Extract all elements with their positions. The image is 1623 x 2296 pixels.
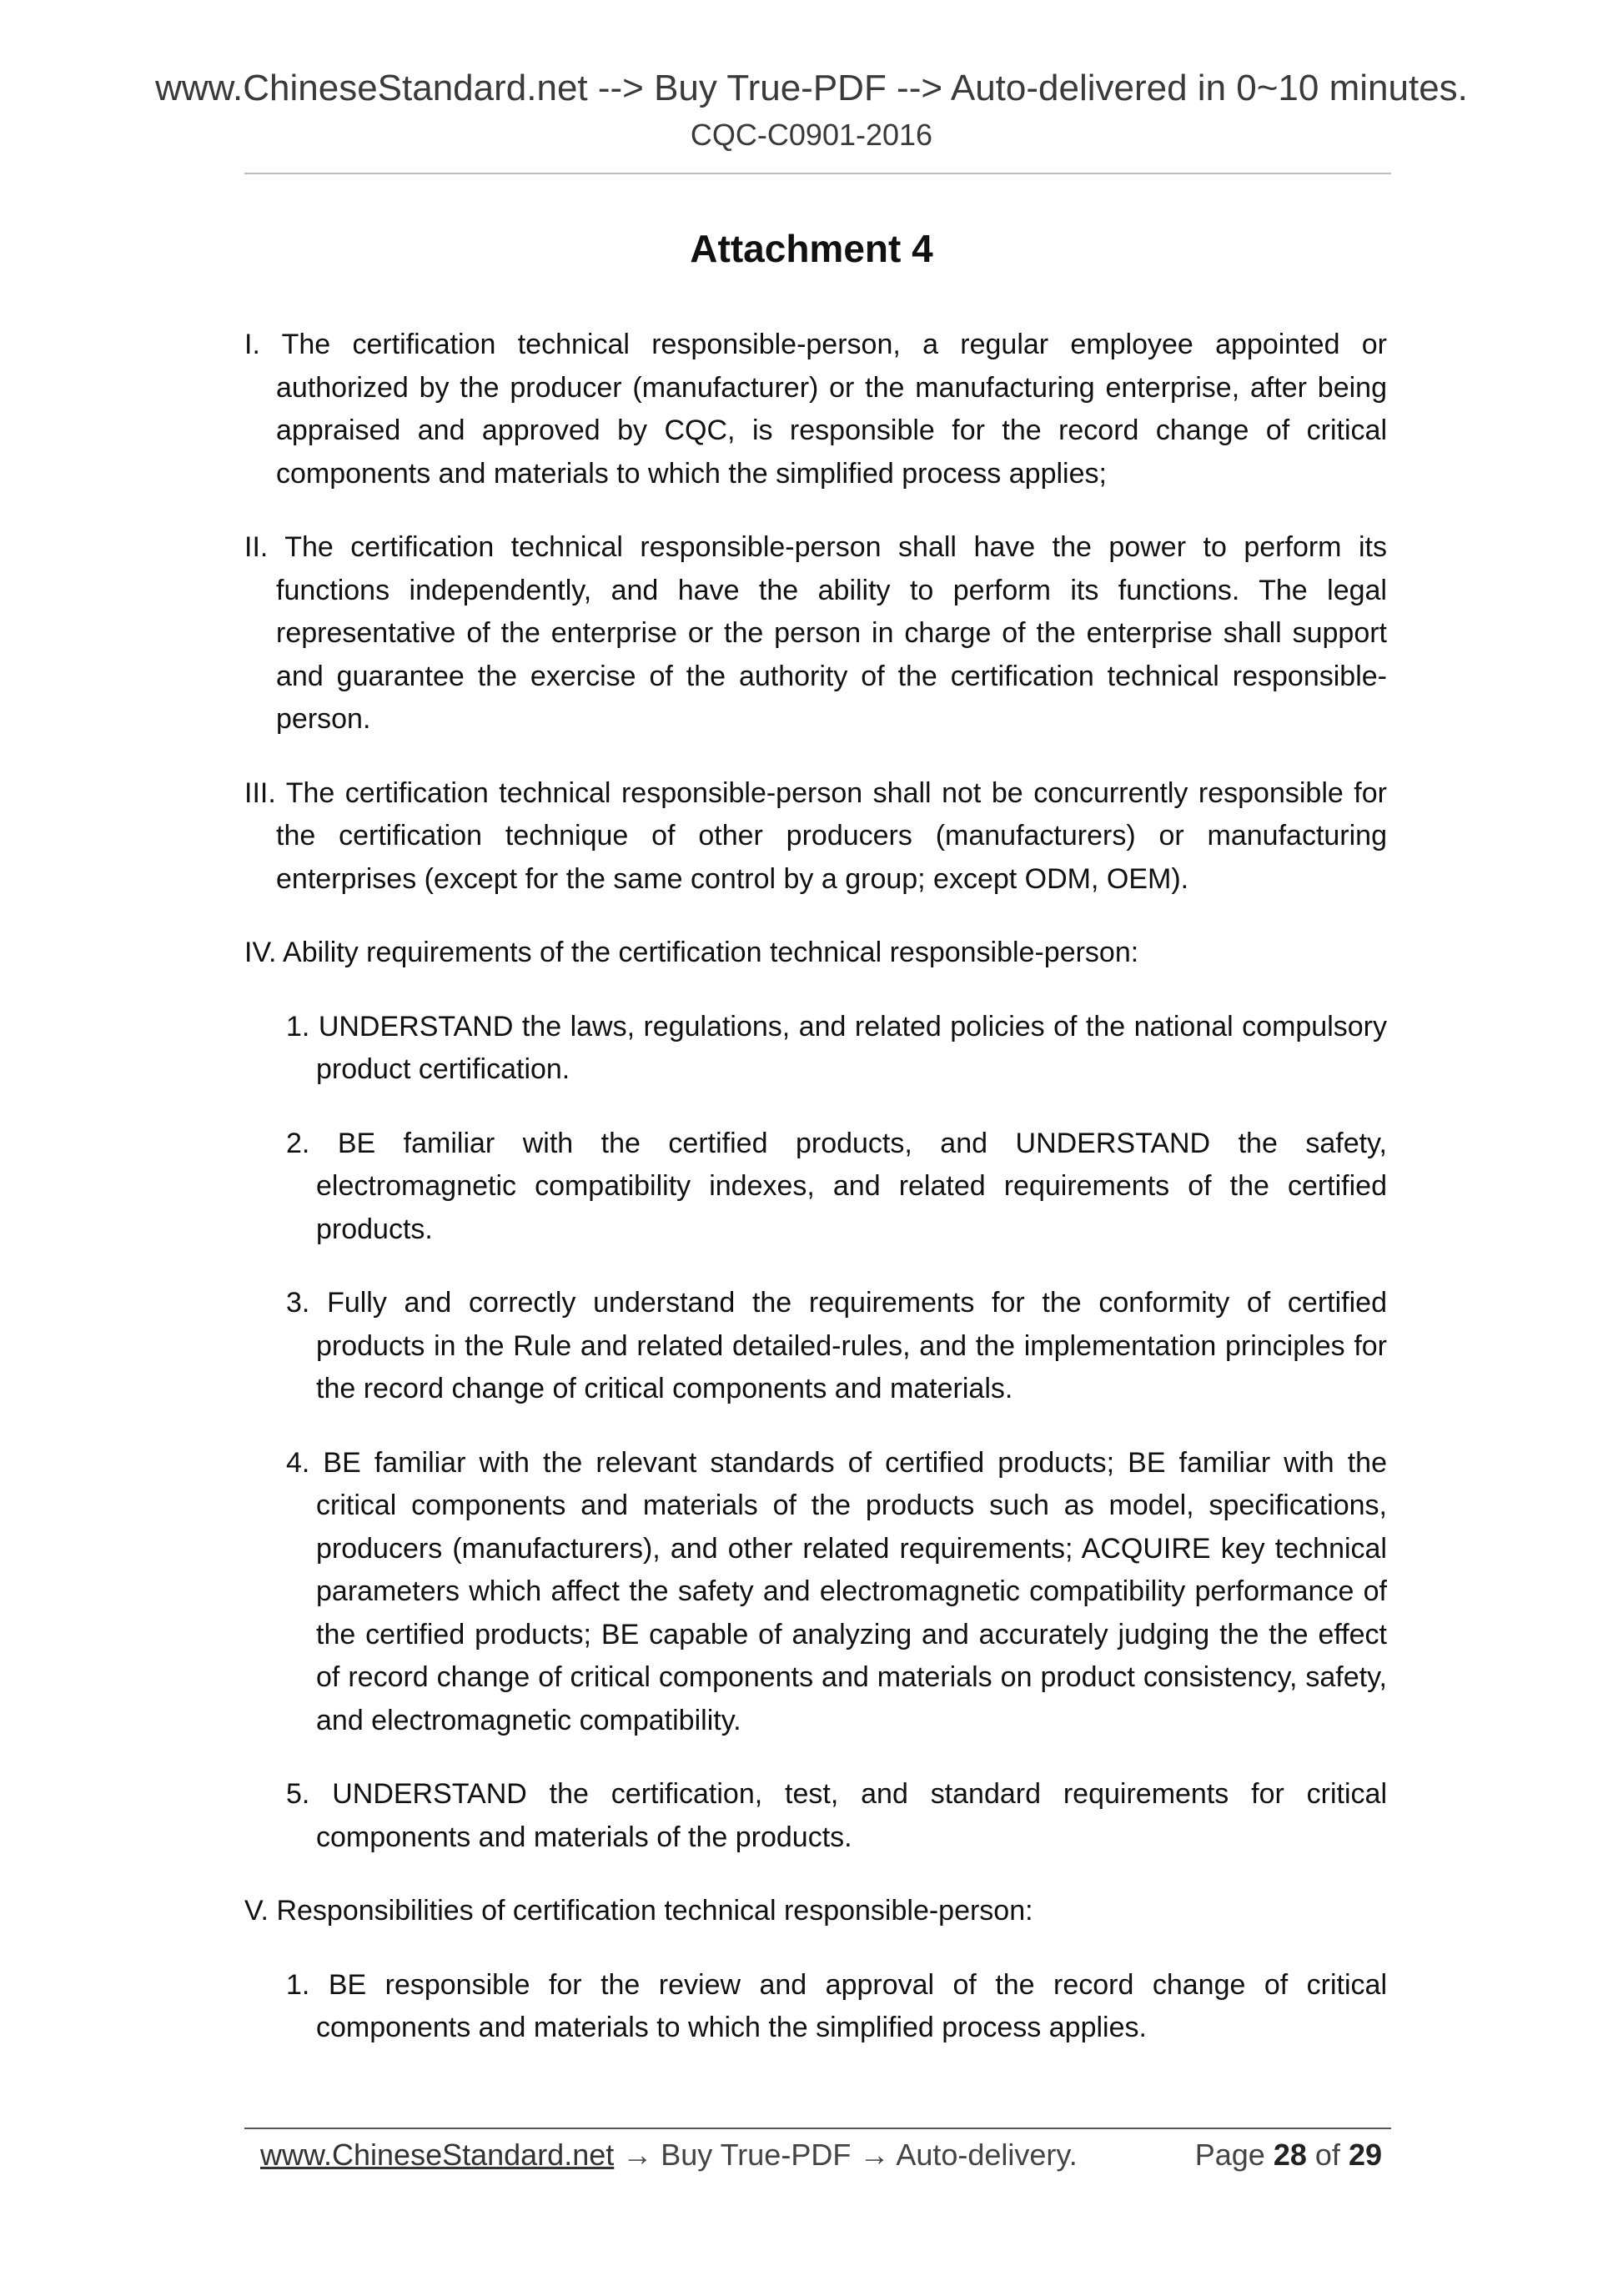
section-i: [244, 324, 1387, 495]
item-number: 2.: [286, 1127, 310, 1159]
ability-item-2: [286, 1123, 1387, 1252]
item-text: UNDERSTAND the certification, test, and standard requirements for critical components and materials of the products.: [316, 1778, 1387, 1853]
header-divider: [244, 173, 1391, 174]
responsibility-item-1: [286, 1964, 1387, 2050]
section-ii: [244, 526, 1387, 741]
item-text: Fully and correctly understand the requirements for the conformity of certified products in the Rule and related detailed-rules, and the implementation principles for the record change of critical components and materials.: [316, 1287, 1387, 1404]
page-title: Attachment 4: [690, 227, 933, 270]
item-text: BE responsible for the review and approval of the record change of critical components and materials to which the simplified process applies.: [316, 1968, 1387, 2043]
section-number: II.: [244, 531, 269, 563]
of-label: of: [1314, 2138, 1340, 2172]
footer-site-link[interactable]: www.ChineseStandard.net: [260, 2138, 615, 2172]
section-v-heading: V. Responsibilities of certification technical responsible-person:: [244, 1895, 1033, 1927]
page-total: 29: [1348, 2138, 1382, 2172]
item-text: BE familiar with the relevant standards of certified products; BE familiar with the critical components and materials of the products such as model, specifications, producers (manufacturers), and other related requirements; ACQUIRE key technical parameters which affect the safety and electromagnetic compatibility performance of the certified products; BE capable of analyzing and accurately judging the the effect of record change of critical components and materials on product consistency, safety, and electromagnetic compatibility.: [316, 1446, 1387, 1736]
section-number: I.: [244, 329, 260, 360]
section-number: III.: [244, 776, 276, 809]
section-text: The certification technical responsible-person shall have the power to perform its functions independently, and have the ability to perform its functions. The legal representative of the enterprise or the person in charge of the enterprise shall support and guarantee the exercise of the authority of the certification technical responsible-person.: [276, 531, 1387, 735]
item-text: BE familiar with the certified products, and UNDERSTAND the safety, electromagnetic compatibility indexes, and related requirements of the certified products.: [316, 1127, 1387, 1245]
section-iii: [244, 772, 1387, 902]
item-number: 3.: [286, 1287, 310, 1319]
section-text: The certification technical responsible-person shall not be concurrently responsible for the certification technique of other producers (manufacturers) or manufacturing enterprises (except for the same control by a group; except ODM, OEM).: [276, 776, 1387, 895]
ability-item-5: [286, 1773, 1387, 1859]
item-number: 1.: [286, 1010, 310, 1042]
page-label: Page: [1194, 2138, 1265, 2172]
item-number: 4.: [286, 1446, 310, 1479]
footer-tagline: → Buy True-PDF → Auto-delivery.: [614, 2138, 1078, 2172]
page-footer: [260, 2135, 1382, 2175]
item-text: UNDERSTAND the laws, regulations, and related policies of the national compulsory product certification.: [316, 1010, 1387, 1085]
footer-divider: [244, 2128, 1391, 2129]
ability-item-4: [286, 1442, 1387, 1743]
section-iv-heading: IV. Ability requirements of the certification technical responsible-person:: [244, 937, 1139, 968]
item-number: 5.: [286, 1778, 310, 1810]
document-code: CQC-C0901-2016: [690, 118, 933, 152]
page-indicator: [1195, 2135, 1382, 2175]
ability-item-3: [286, 1282, 1387, 1411]
top-banner: www.ChineseStandard.net --> Buy True-PDF --> Auto-delivered in 0~10 minutes.: [155, 68, 1468, 108]
ability-item-1: [286, 1006, 1387, 1092]
document-body: [244, 324, 1387, 2081]
item-number: 1.: [286, 1968, 310, 2001]
page-number: 28: [1273, 2138, 1307, 2172]
section-text: The certification technical responsible-person, a regular employee appointed or authorized by the producer (manufacturer) or the manufacturing enterprise, after being appraised and approved by CQC, is responsible for the record change of critical components and materials to which the simplified process applies;: [276, 329, 1387, 490]
